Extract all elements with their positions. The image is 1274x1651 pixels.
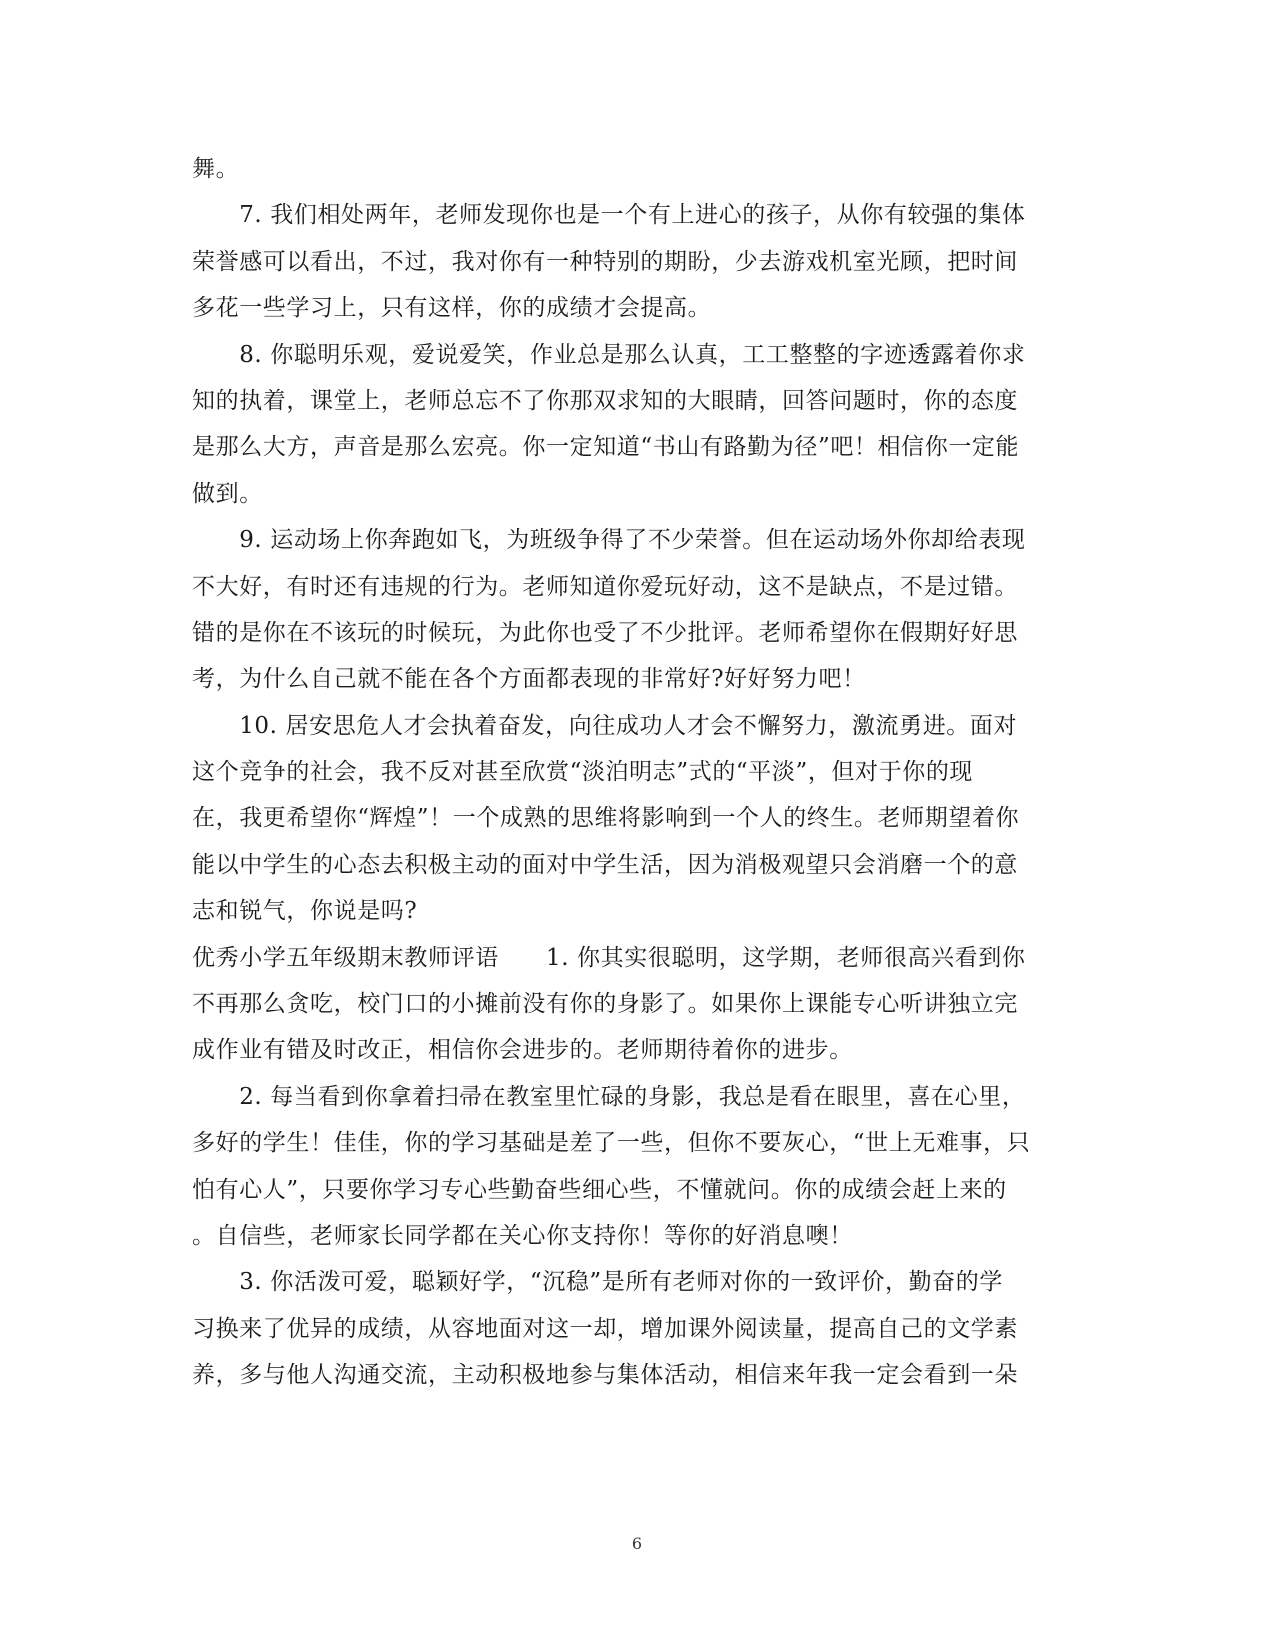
text-line: 成作业有错及时改正，相信你会进步的。老师期待着你的进步。: [192, 1037, 853, 1064]
text-line: 错的是你在不该玩的时候玩，为此你也受了不少批评。老师希望你在假期好好思: [192, 619, 1018, 646]
text-line: 是那么大方，声音是那么宏亮。你一定知道“书山有路勤为径”吧！相信你一定能: [192, 434, 1020, 461]
text-line: 荣誉感可以看出，不过，我对你有一种特别的期盼，少去游戏机室光顾，把时间: [192, 248, 1018, 275]
text-line: 9. 运动场上你奔跑如飞，为班级争得了不少荣誉。但在运动场外你却给表现: [192, 527, 1026, 554]
text-line: 多花一些学习上，只有这样，你的成绩才会提高。: [192, 295, 712, 322]
text-line: 这个竞争的社会，我不反对甚至欣赏“淡泊明志”式的“平淡”，但对于你的现: [192, 759, 974, 786]
text-line: 怕有心人”，只要你学习专心些勤奋些细心些，不懂就问。你的成绩会赶上来的: [192, 1176, 1007, 1203]
text-line: 7. 我们相处两年，老师发现你也是一个有上进心的孩子，从你有较强的集体: [192, 202, 1026, 229]
text-line: 在，我更希望你“辉煌”！一个成熟的思维将影响到一个人的终生。老师期望着你: [192, 805, 1020, 832]
text-line: 志和锐气，你说是吗?: [192, 898, 418, 925]
text-line: 不再那么贪吃，校门口的小摊前没有你的身影了。如果你上课能专心听讲独立完: [192, 991, 1018, 1018]
text-line: 。自信些，老师家长同学都在关心你支持你！等你的好消息噢！: [192, 1222, 853, 1249]
text-line: 2. 每当看到你拿着扫帚在教室里忙碌的身影，我总是看在眼里，喜在心里，: [192, 1083, 1026, 1110]
text-line: 10. 居安思危人才会执着奋发，向往成功人才会不懈努力，激流勇进。面对: [192, 712, 1018, 739]
text-line: 舞。: [192, 156, 240, 182]
text-line: 考，为什么自己就不能在各个方面都表现的非常好?好好努力吧！: [192, 666, 866, 693]
page-number: 6: [631, 1534, 643, 1553]
text-line: 优秀小学五年级期末教师评语 1. 你其实很聪明，这学期，老师很高兴看到你: [192, 944, 1026, 971]
text-line: 3. 你活泼可爱，聪颖好学，“沉稳”是所有老师对你的一致评价，勤奋的学: [192, 1269, 1003, 1296]
text-line: 养，多与他人沟通交流，主动积极地参与集体活动，相信来年我一定会看到一朵: [192, 1362, 1018, 1389]
text-line: 多好的学生！佳佳，你的学习基础是差了一些，但你不要灰心，“世上无难事，只: [192, 1130, 1031, 1157]
text-line: 8. 你聪明乐观，爱说爱笑，作业总是那么认真，工工整整的字迹透露着你求: [192, 341, 1026, 368]
text-line: 做到。: [192, 480, 263, 507]
text-line: 知的执着，课堂上，老师总忘不了你那双求知的大眼睛，回答问题时，你的态度: [192, 387, 1018, 414]
text-line: 能以中学生的心态去积极主动的面对中学生活，因为消极观望只会消磨一个的意: [192, 851, 1018, 878]
text-line: 不大好，有时还有违规的行为。老师知道你爱玩好动，这不是缺点，不是过错。: [192, 573, 1018, 600]
document-body: [192, 146, 1080, 1399]
text-line: 习换来了优异的成绩，从容地面对这一却，增加课外阅读量，提高自己的文学素: [192, 1315, 1018, 1342]
